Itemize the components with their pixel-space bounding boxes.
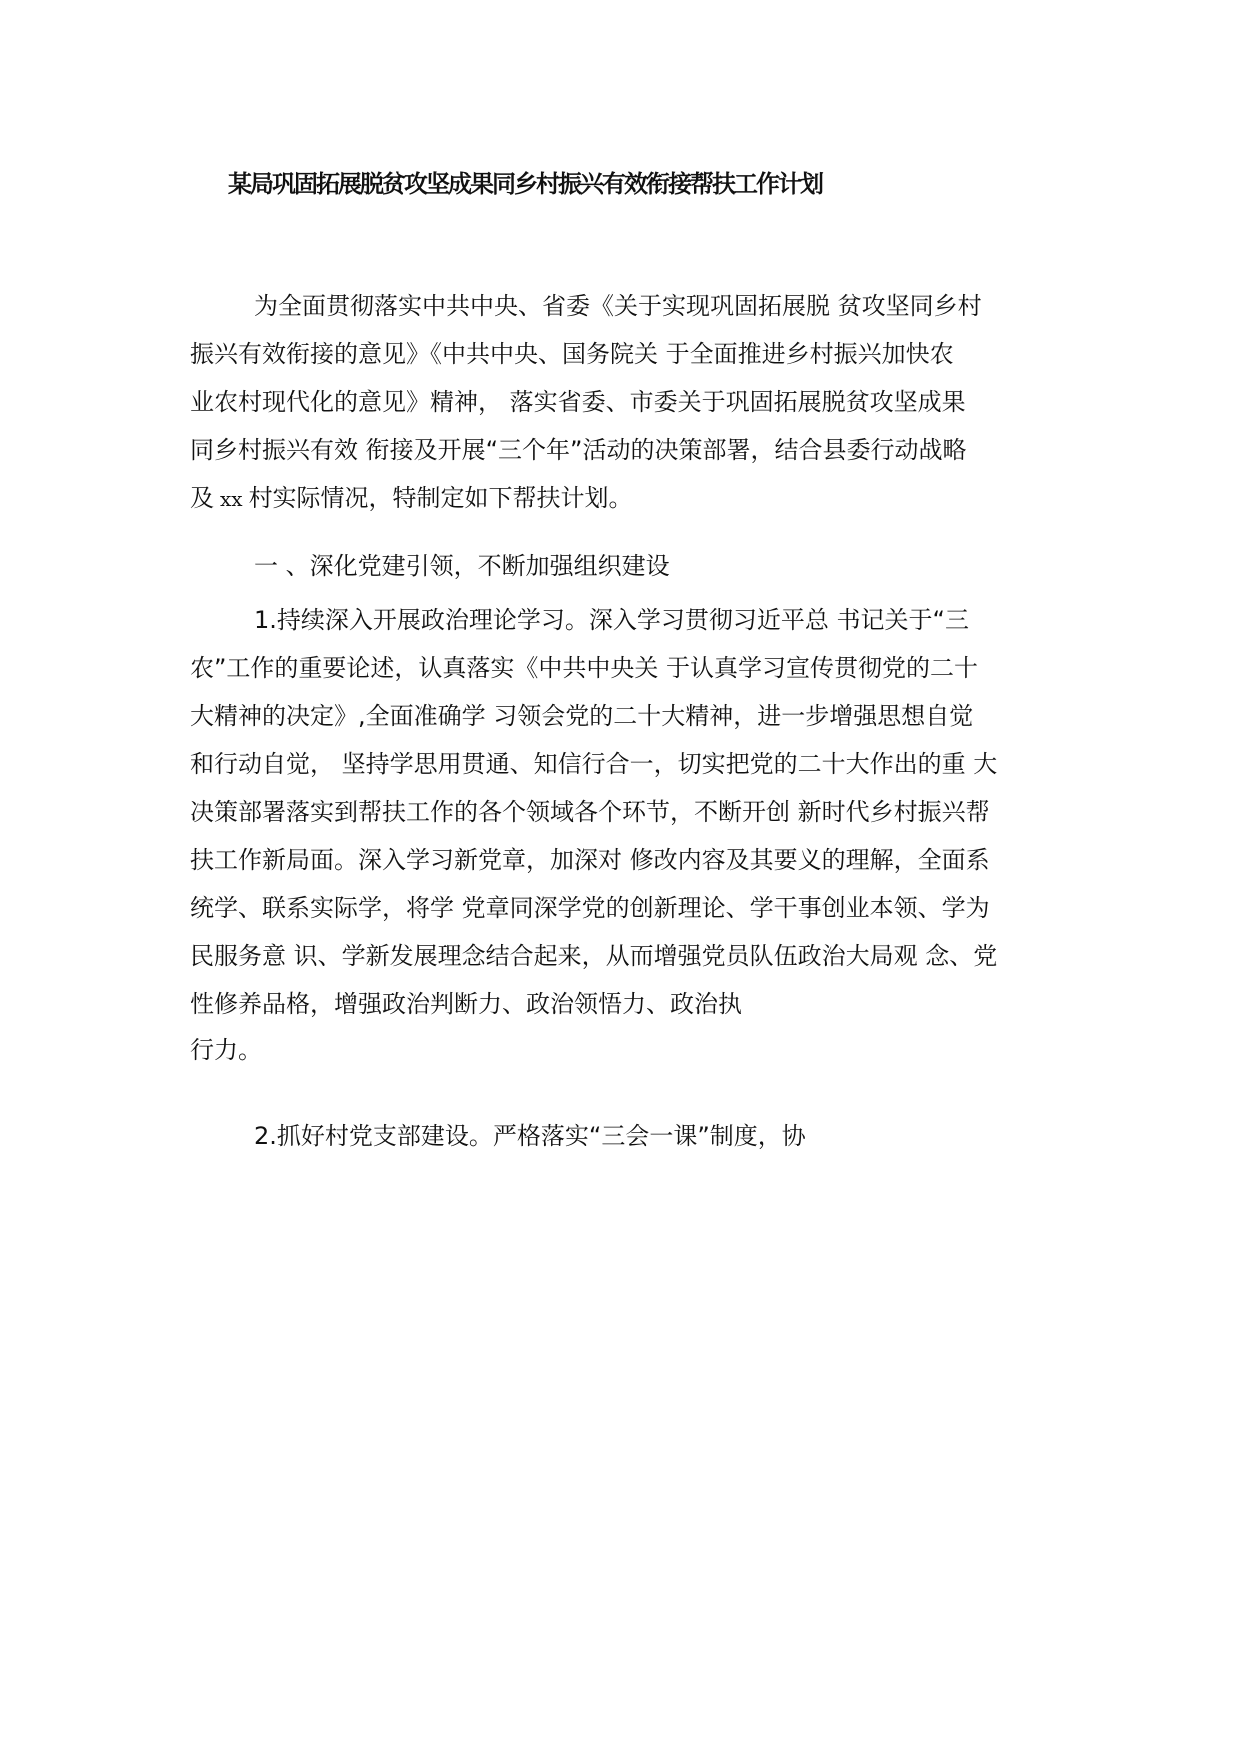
document-title: 某局巩固拓展脱贫攻坚成果同乡村振兴有效衔接帮扶工作计划 (228, 170, 822, 198)
paragraph-line: 民服务意 识、学新发展理念结合起来，从而增强党员队伍政治大局观 念、党 (190, 942, 998, 970)
paragraph-line: 决策部署落实到帮扶工作的各个领域各个环节，不断开创 新时代乡村振兴帮 (190, 798, 990, 826)
paragraph-line: 同乡村振兴有效 衔接及开展“三个年”活动的决策部署，结合县委行动战略 (190, 436, 967, 464)
paragraph-line: 振兴有效衔接的意见》《中共中央、国务院关 于全面推进乡村振兴加快农 (190, 340, 954, 368)
section-heading (190, 542, 1070, 590)
paragraph-line-last (190, 474, 1070, 523)
paragraph-line: 行力。 (190, 1036, 262, 1064)
paragraph-line: 统学、联系实际学，将学 党章同深学党的创新理论、学干事创业本领、学为 (190, 894, 990, 922)
paragraph-line: 2.抓好村党支部建设。严格落实“三会一课”制度，协 (254, 1122, 806, 1150)
item-1-paragraph (190, 596, 1070, 1072)
paragraph-line: 性修养品格，增强政治判断力、政治领悟力、政治执 (190, 990, 742, 1018)
paragraph-line: 为全面贯彻落实中共中央、省委《关于实现巩固拓展脱 贫攻坚同乡村 (254, 292, 982, 320)
village-name-placeholder: xx (220, 487, 243, 511)
line-suffix: 村实际情况，特制定如下帮扶计划。 (248, 484, 633, 512)
paragraph-line: 和行动自觉， 坚持学思用贯通、知信行合一，切实把党的二十大作出的重 大 (190, 750, 998, 778)
paragraph-line: 业农村现代化的意见》精神， 落实省委、市委关于巩固拓展脱贫攻坚成果 (190, 388, 966, 416)
intro-paragraph (190, 282, 1070, 523)
paragraph-line: 农”工作的重要论述，认真落实《中共中央关 于认真学习宣传贯彻党的二十 (190, 654, 979, 682)
paragraph-line: 扶工作新局面。深入学习新党章，加深对 修改内容及其要义的理解，全面系 (190, 846, 990, 874)
paragraph-line: 大精神的决定》,全面准确学 习领会党的二十大精神，进一步增强思想自觉 (190, 702, 974, 730)
paragraph-line: 1.持续深入开展政治理论学习。深入学习贯彻习近平总 书记关于“三 (254, 606, 969, 634)
line-prefix: 及 (190, 484, 214, 512)
section-heading-text: 一 、深化党建引领，不断加强组织建设 (254, 552, 670, 580)
item-2-paragraph (190, 1112, 1070, 1160)
